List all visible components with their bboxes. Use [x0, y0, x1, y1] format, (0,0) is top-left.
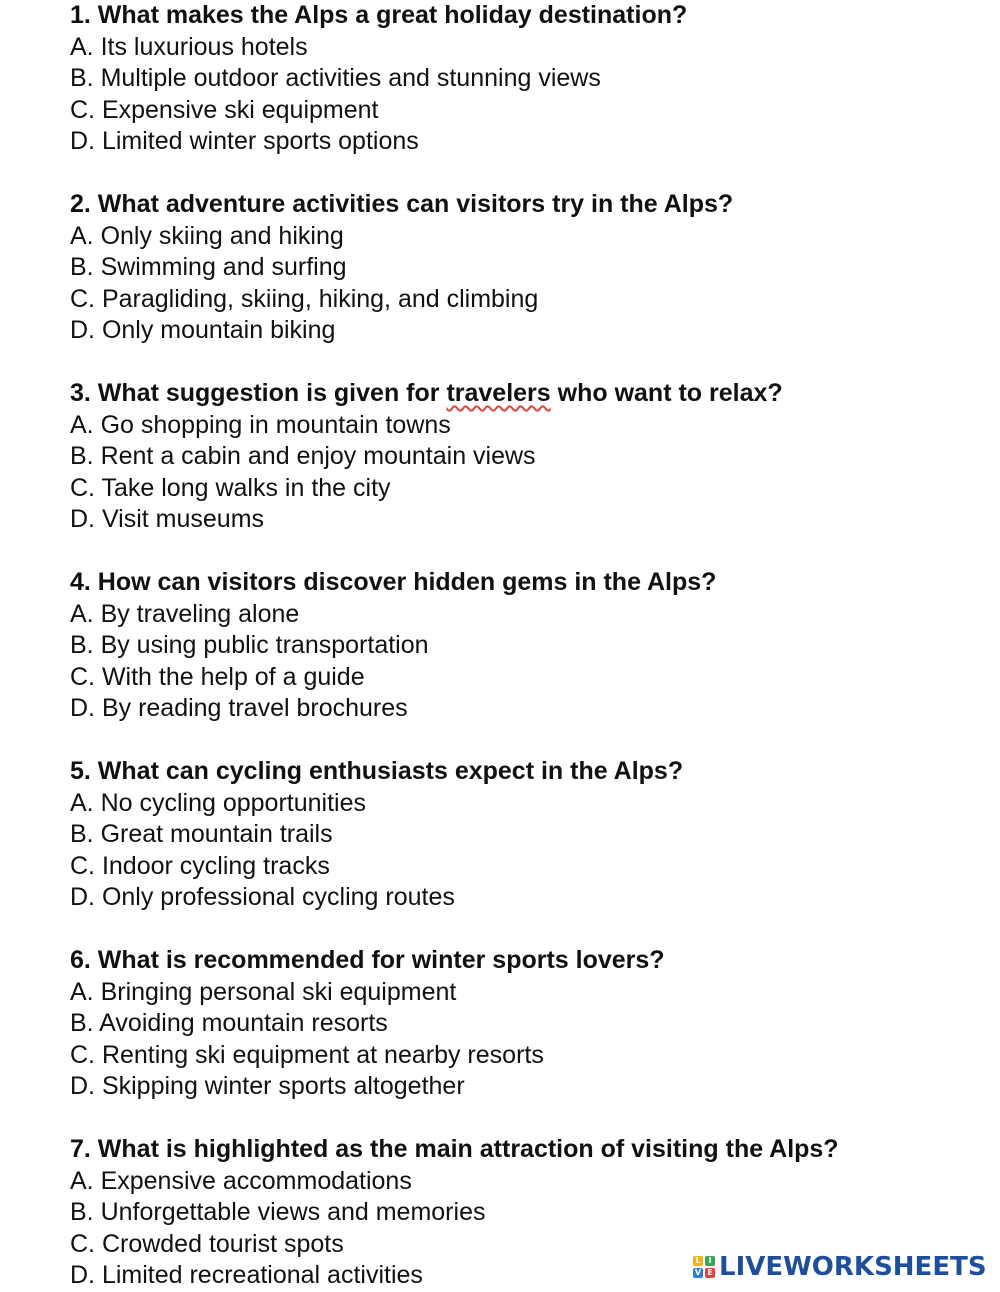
- question-3-option-d: D. Visit museums: [70, 505, 265, 533]
- spacer: [70, 158, 970, 190]
- logo-tile-v: V: [694, 1268, 702, 1277]
- worksheet: [70, 0, 970, 1292]
- spacer: [70, 1103, 970, 1135]
- question-2-option-b: B. Swimming and surfing: [70, 253, 347, 281]
- question-7-option-c: C. Crowded tourist spots: [70, 1229, 344, 1258]
- question-4-title: 4. How can visitors discover hidden gems in the Alps?: [70, 568, 717, 596]
- question-7-option-a: A. Expensive accommodations: [70, 1166, 412, 1195]
- question-1-title: 1. What makes the Alps a great holiday destination?: [70, 1, 688, 29]
- question-1-option-a: A. Its luxurious hotels: [70, 32, 308, 61]
- spacer: [70, 536, 970, 568]
- question-3-option-b: B. Rent a cabin and enjoy mountain views: [70, 442, 536, 470]
- question-4-option-d: D. By reading travel brochures: [70, 694, 408, 722]
- liveworksheets-logo: [693, 1252, 987, 1282]
- question-3-title-start: 3. What suggestion is given for: [70, 379, 447, 407]
- question-6: [70, 945, 970, 1103]
- question-3-title-end: who want to relax?: [550, 379, 783, 407]
- question-6-option-c: C. Renting ski equipment at nearby resorts: [70, 1040, 544, 1069]
- question-3: [70, 378, 970, 536]
- question-6-option-b: B. Avoiding mountain resorts: [70, 1009, 388, 1037]
- question-1: [70, 0, 970, 158]
- question-1-option-b: B. Multiple outdoor activities and stunning views: [70, 64, 601, 92]
- question-5: [70, 756, 970, 914]
- spellcheck-flagged-word: travelers: [446, 379, 551, 407]
- question-4-option-a: A. By traveling alone: [70, 599, 300, 628]
- spacer: [70, 347, 970, 379]
- logo-tile-i: I: [705, 1256, 715, 1266]
- question-5-title: 5. What can cycling enthusiasts expect in the Alps?: [70, 757, 684, 785]
- question-5-option-a: A. No cycling opportunities: [70, 788, 366, 817]
- liveworksheets-wordmark: LIVEWORKSHEETS: [719, 1252, 987, 1282]
- logo-tile-l: L: [693, 1256, 703, 1266]
- question-6-title: 6. What is recommended for winter sports lovers?: [70, 946, 665, 974]
- question-7-option-b: B. Unforgettable views and memories: [70, 1198, 486, 1226]
- spacer: [70, 914, 970, 946]
- question-5-option-d: D. Only professional cycling routes: [70, 883, 455, 911]
- question-2-title: 2. What adventure activities can visitors try in the Alps?: [70, 190, 734, 218]
- question-7-title: 7. What is highlighted as the main attraction of visiting the Alps?: [70, 1135, 839, 1163]
- question-5-option-b: B. Great mountain trails: [70, 820, 333, 848]
- question-3-title: [70, 378, 970, 410]
- question-4-option-c: C. With the help of a guide: [70, 662, 365, 691]
- question-1-option-d: D. Limited winter sports options: [70, 127, 419, 155]
- question-2: [70, 189, 970, 347]
- logo-tile-e: E: [705, 1268, 715, 1278]
- question-7-option-d: D. Limited recreational activities: [70, 1261, 423, 1289]
- question-2-option-a: A. Only skiing and hiking: [70, 221, 344, 250]
- question-1-option-c: C. Expensive ski equipment: [70, 95, 379, 124]
- question-6-option-d: D. Skipping winter sports altogether: [70, 1072, 465, 1100]
- question-6-option-a: A. Bringing personal ski equipment: [70, 977, 457, 1006]
- question-4-option-b: B. By using public transportation: [70, 631, 429, 659]
- question-3-option-a: A. Go shopping in mountain towns: [70, 410, 451, 439]
- question-4: [70, 567, 970, 725]
- question-2-option-c: C. Paragliding, skiing, hiking, and climbing: [70, 284, 539, 313]
- liveworksheets-logo-icon: [693, 1256, 715, 1278]
- question-2-option-d: D. Only mountain biking: [70, 316, 336, 344]
- question-5-option-c: C. Indoor cycling tracks: [70, 851, 330, 880]
- spacer: [70, 725, 970, 757]
- question-3-option-c: C. Take long walks in the city: [70, 473, 391, 502]
